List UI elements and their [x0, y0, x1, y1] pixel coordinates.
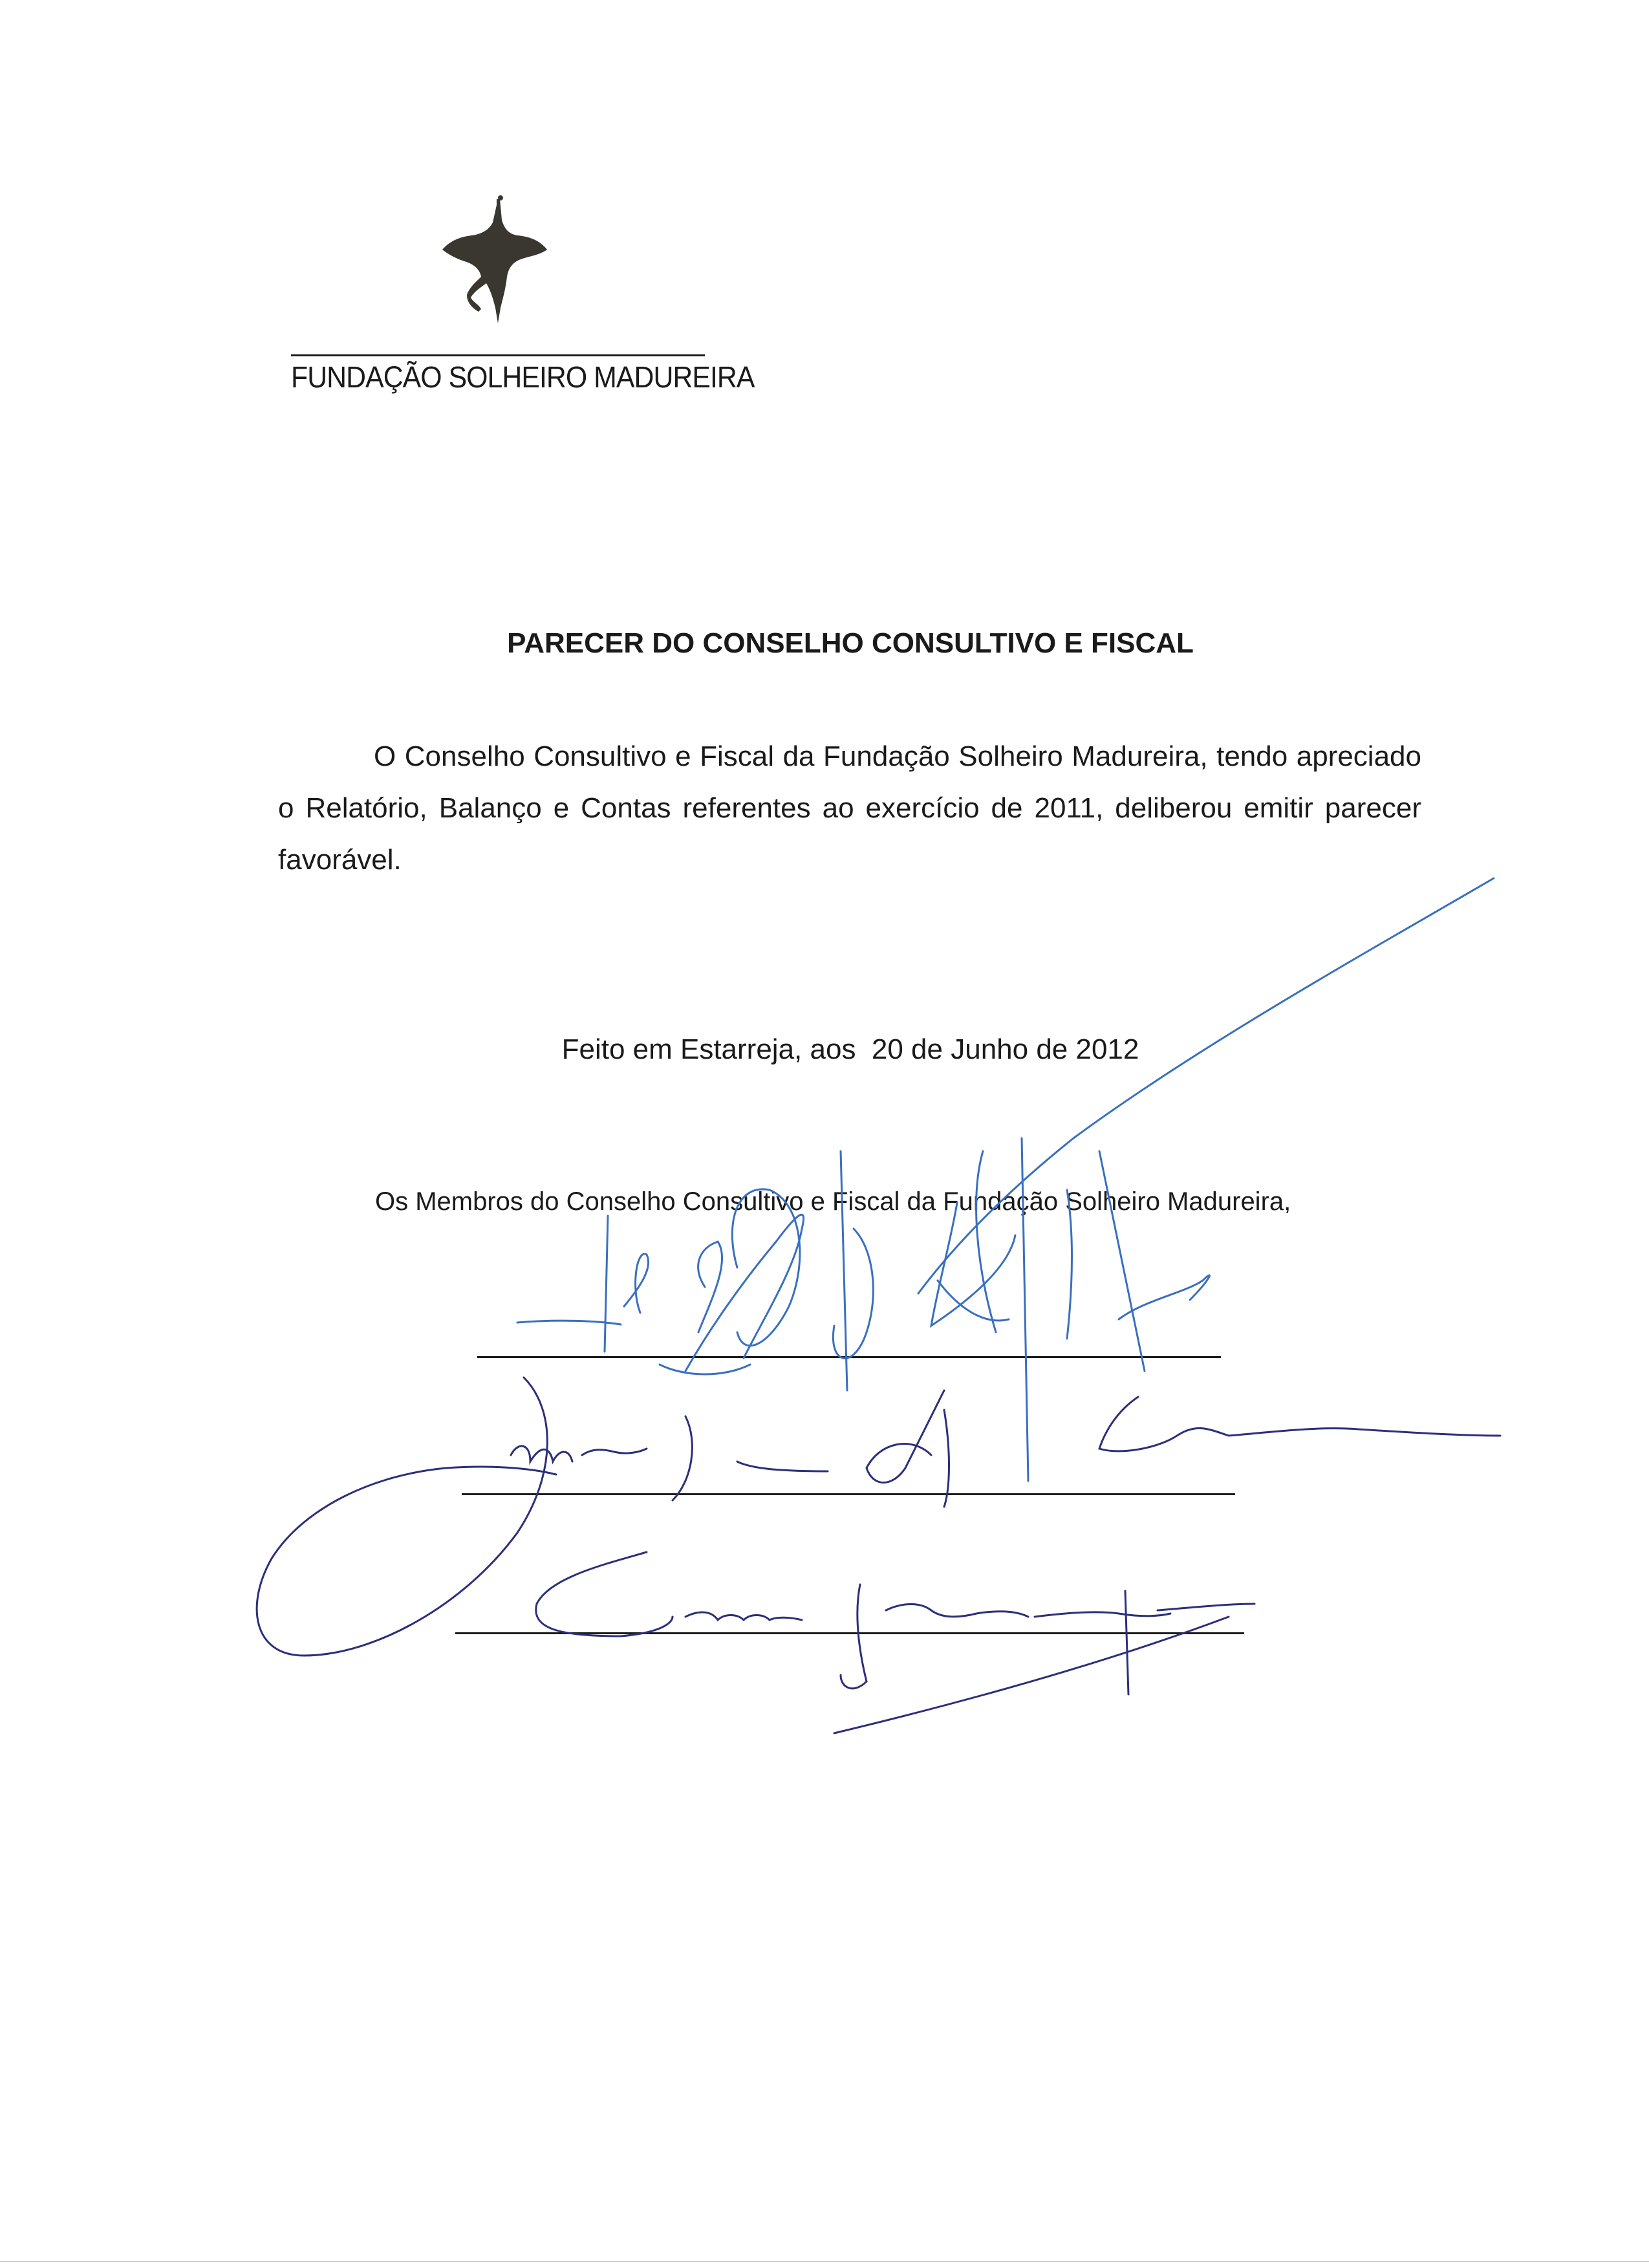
- foundation-emblem-icon: [433, 194, 563, 330]
- organization-name: FUNDAÇÃO SOLHEIRO MADUREIRA: [291, 360, 755, 394]
- signature-line-1: [477, 1356, 1221, 1358]
- signature-line-3: [455, 1632, 1244, 1634]
- document-title: PARECER DO CONSELHO CONSULTIVO E FISCAL: [507, 627, 1194, 659]
- signature-line-2: [462, 1493, 1235, 1495]
- signature-navy-2: [257, 1377, 1500, 1656]
- signature-navy-3: [536, 1552, 1255, 1733]
- members-statement: Os Membros do Conselho Consultivo e Fiscal da Fundação Solheiro Madureira,: [375, 1187, 1291, 1216]
- scan-edge: [0, 2261, 1649, 2262]
- signature-blue-1: [517, 878, 1494, 1481]
- place-date: Feito em Estarreja, aos 20 de Junho de 2012: [561, 1033, 1139, 1065]
- body-paragraph: O Conselho Consultivo e Fiscal da Fundação Solheiro Madureira, tendo apreciado o Relatório, Balanço e Contas referentes ao exercício de 2011, deliberou emitir parecer favorável.: [278, 740, 1421, 876]
- header-rule: [291, 354, 705, 356]
